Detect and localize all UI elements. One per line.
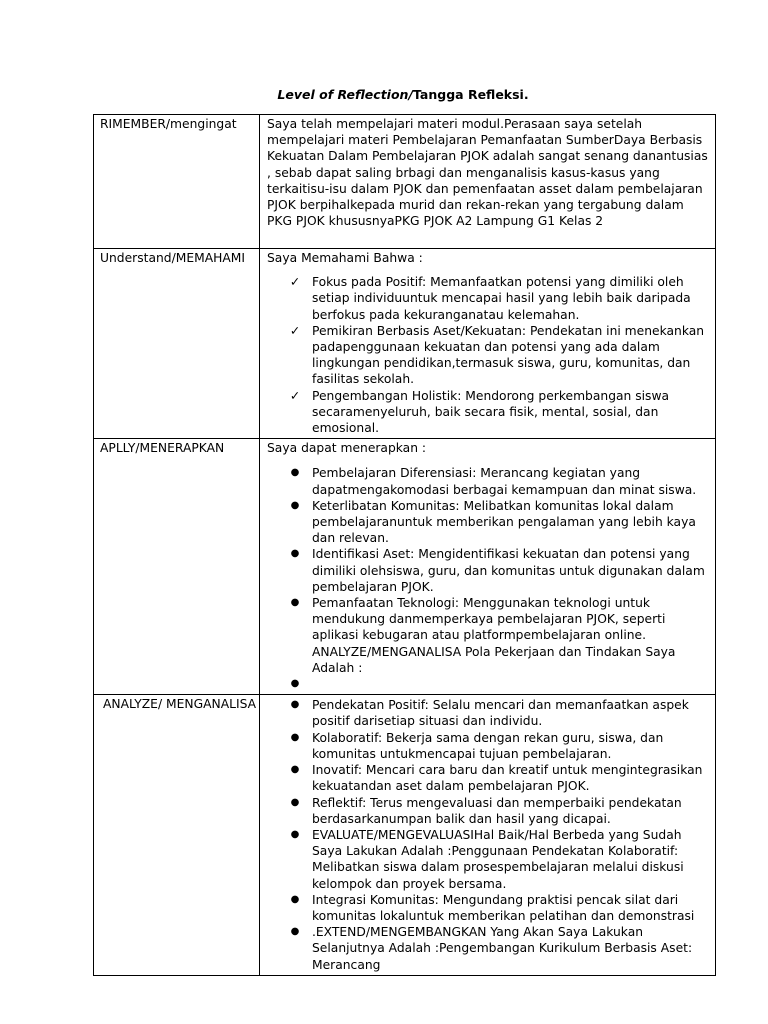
- bullet-icon: ●: [290, 499, 300, 511]
- list-item-text: Pengembangan Holistik: Mendorong perkembangan siswa secaramenyeluruh, baik secara fisik, mental, sosial, dan emosional.: [312, 388, 670, 436]
- checkmark-icon: ✓: [289, 388, 301, 403]
- list-item-text: Pemikiran Berbasis Aset/Kekuatan: Pendekatan ini menekankan padapenggunaan kekuatan dan potensi yang ada dalam lingkungan pendidikan,termasuk siswa, guru, komunitas, dan fasilitas sekolah.: [312, 323, 705, 387]
- bullet-icon: ●: [290, 678, 300, 690]
- list-item-text: EVALUATE/MENGEVALUASIHal Baik/Hal Berbeda yang Sudah Saya Lakukan Adalah :Penggunaan Pendekatan Kolaboratif: Melibatkan siswa dalam prosespembelajaran melalui diskusi kelompok dan proyek bersama.: [312, 827, 684, 891]
- page-title-italic: Level of Reflection/: [277, 87, 414, 102]
- list-item: [290, 697, 709, 729]
- description-intro: Saya Memahami Bahwa :: [267, 251, 423, 265]
- description-cell: [260, 115, 716, 249]
- list-item-text: Pemanfaatan Teknologi: Menggunakan teknologi untuk mendukung danmemperkaya pembelajaran PJOK, seperti aplikasi kebugaran atau platformpembelajaran online. ANALYZE/MENGANALISA Pola Pekerjaan dan Tindakan Saya Adalah :: [312, 596, 676, 675]
- level-cell: Understand/MEMAHAMI: [94, 249, 260, 439]
- list-item: [290, 795, 709, 827]
- list-item-text: Pendekatan Positif: Selalu mencari dan memanfaatkan aspek positif darisetiap situasi dan individu.: [312, 698, 689, 729]
- list-item: [290, 924, 709, 973]
- bullet-icon: ●: [290, 796, 300, 808]
- list-item-text: Reflektif: Terus mengevaluasi dan memperbaiki pendekatan berdasarkanumpan balik dan hasil yang dicapai.: [312, 795, 682, 826]
- list-item: [290, 546, 709, 595]
- list-item-text: Kolaboratif: Bekerja sama dengan rekan guru, siswa, dan komunitas untukmencapai tujuan pembelajaran.: [312, 730, 664, 761]
- list-item: [289, 323, 709, 388]
- list-item-text: [312, 677, 316, 691]
- page-title: [0, 87, 768, 103]
- description-cell: [260, 695, 716, 975]
- bullet-list: [267, 465, 709, 692]
- bullet-icon: ●: [290, 926, 300, 938]
- description-intro: Saya dapat menerapkan :: [267, 441, 427, 456]
- checkmark-icon: ✓: [289, 323, 301, 338]
- bullet-icon: ●: [290, 699, 300, 711]
- check-list: [267, 274, 709, 436]
- table-row: [94, 115, 716, 249]
- description-cell: [260, 249, 716, 439]
- list-item-text: Integrasi Komunitas: Mengundang praktisi pencak silat dari komunitas lokaluntuk memberikan pelatihan dan demonstrasi: [312, 892, 695, 923]
- list-item: [290, 595, 709, 676]
- list-item-text: Identifikasi Aset: Mengidentifikasi kekuatan dan potensi yang dimiliki olehsiswa, guru, dan komunitas untuk digunakan dalam pembelajaran PJOK.: [312, 547, 705, 594]
- checkmark-icon: ✓: [289, 275, 301, 290]
- list-item: [289, 388, 709, 437]
- bullet-icon: ●: [290, 467, 300, 479]
- list-item-text: Keterlibatan Komunitas: Melibatkan komunitas lokal dalam pembelajaranuntuk memberikan pengalaman yang lebih kaya dan relevan.: [312, 498, 696, 546]
- level-cell: RIMEMBER/mengingat: [94, 115, 260, 249]
- bullet-icon: ●: [290, 597, 300, 609]
- list-item: [290, 892, 709, 924]
- level-cell: ANALYZE/ MENGANALISA: [94, 695, 260, 975]
- table-row: [94, 439, 716, 695]
- page-title-regular: Tangga Refleksi.: [413, 87, 529, 102]
- list-item-text: Pembelajaran Diferensiasi: Merancang kegiatan yang dapatmengakomodasi berbagai kemampuan dan minat siswa.: [312, 466, 697, 497]
- table-row: [94, 695, 716, 975]
- bullet-icon: ●: [290, 828, 300, 840]
- level-cell: APLLY/MENERAPKAN: [94, 439, 260, 695]
- list-item: [290, 762, 709, 794]
- table-row: [94, 249, 716, 439]
- bullet-icon: ●: [290, 764, 300, 776]
- list-item: [289, 274, 709, 323]
- description-cell: [260, 439, 716, 695]
- list-item-text: .EXTEND/MENGEMBANGKAN Yang Akan Saya Lakukan Selanjutnya Adalah :Pengembangan Kurikulum Berbasis Aset: Merancang: [312, 925, 693, 972]
- list-item: [290, 498, 709, 547]
- list-item: [290, 465, 709, 497]
- bullet-icon: ●: [290, 893, 300, 905]
- list-item-text: Inovatif: Mencari cara baru dan kreatif untuk mengintegrasikan kekuatandan aset dalam pembelajaran PJOK.: [312, 763, 703, 794]
- list-item: [290, 676, 709, 692]
- description-text: Saya telah mempelajari materi modul.Perasaan saya setelah mempelajari materi Pembelajaran Pemanfaatan SumberDaya Berbasis Kekuatan Dalam Pembelajaran PJOK adalah sangat senang danantusias , sebab dapat saling brbagi dan menganalisis kasus-kasus yang terkaitisu-isu dalam PJOK dan pemenfaatan asset dalam pembelajaran PJOK berpihalkepada murid dan rekan-rekan yang tergabung dalam PKG PJOK khususnyaPKG PJOK A2 Lampung G1 Kelas 2: [267, 117, 708, 229]
- list-item: [290, 730, 709, 762]
- bullet-icon: ●: [290, 548, 300, 560]
- list-item: [290, 827, 709, 892]
- bullet-icon: ●: [290, 731, 300, 743]
- list-item-text: Fokus pada Positif: Memanfaatkan potensi yang dimiliki oleh setiap individuuntuk mencapai hasil yang lebih baik daripada berfokus pada kekuranganatau kelemahan.: [312, 275, 691, 322]
- reflection-table: [93, 114, 716, 976]
- bullet-list: [267, 697, 709, 972]
